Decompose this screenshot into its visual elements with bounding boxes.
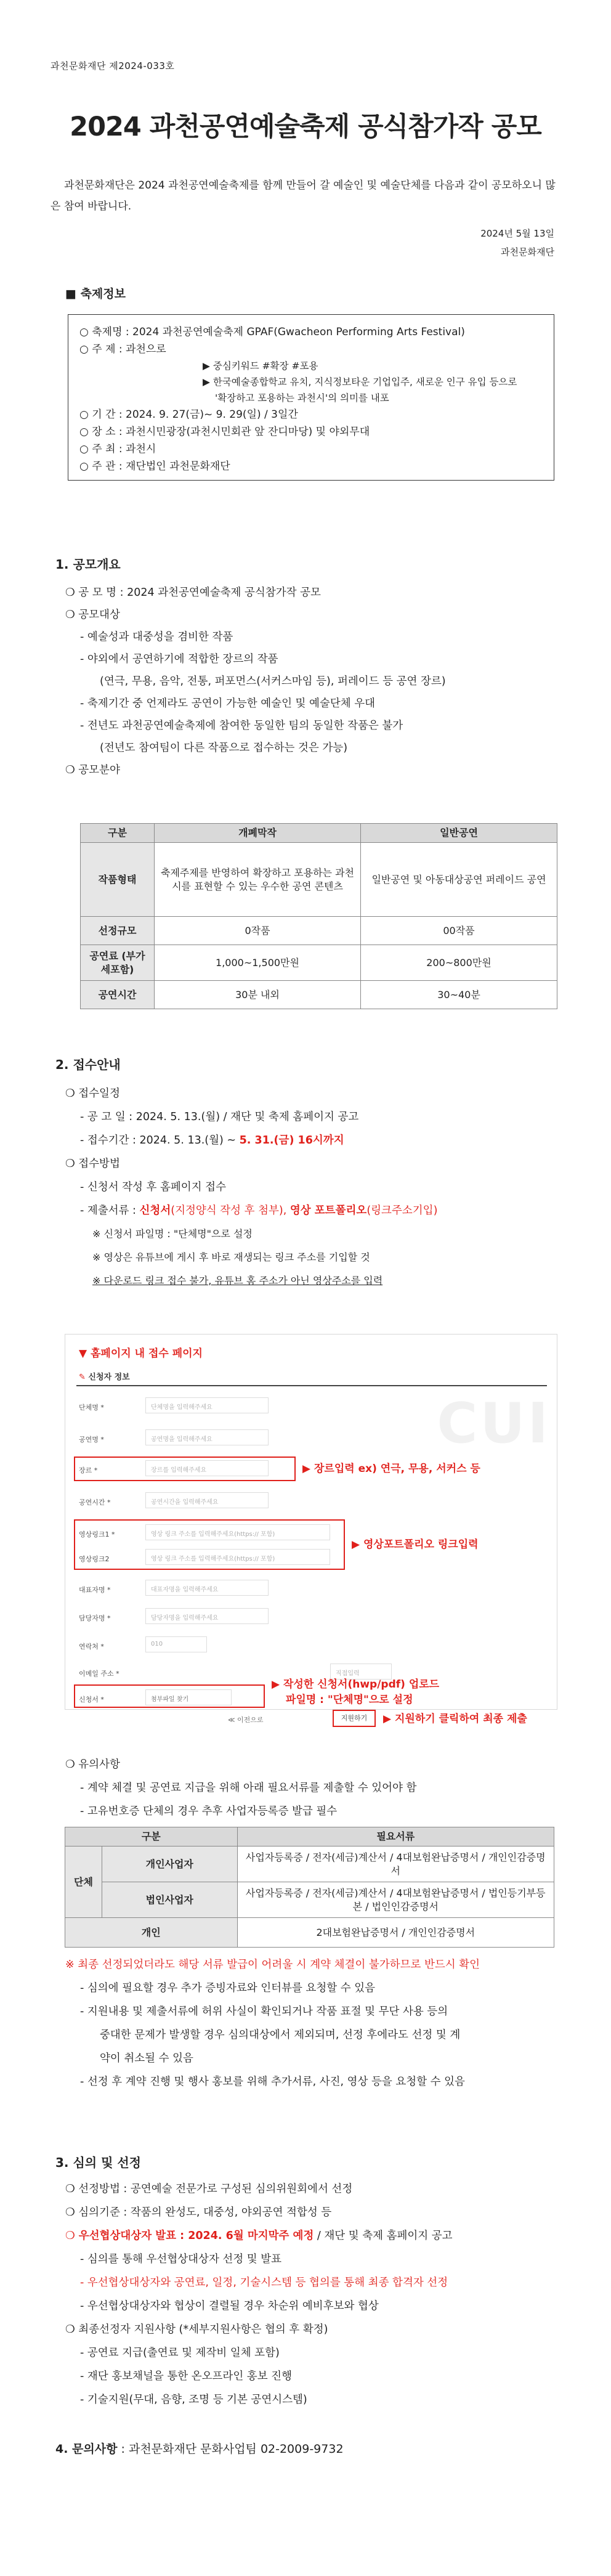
- section-1-heading: 1. 공모개요: [55, 557, 121, 572]
- field-label: 단체명 *: [79, 1404, 104, 1412]
- table-cell: 공연시간: [81, 981, 155, 1009]
- team-name-input[interactable]: 단체명을 입력해주세요: [145, 1397, 269, 1413]
- festival-host: ○ 주 최 : 과천시: [79, 443, 156, 455]
- contest-target-heading: ❍ 공모대상: [65, 609, 120, 621]
- festival-name: ○ 축제명 : 2024 과천공연예술축제 GPAF(Gwacheon Performing Arts Festival): [79, 326, 465, 338]
- section-3-body: [65, 2177, 570, 2411]
- show-title-input[interactable]: 공연명을 입력해주세요: [145, 1429, 269, 1445]
- representative-input[interactable]: 대표자명을 입력해주세요: [145, 1580, 269, 1596]
- target-item-detail: (전년도 참여팀이 다른 작품으로 접수하는 것은 가능): [100, 742, 348, 754]
- table-header: 일반공연: [361, 824, 557, 843]
- table-row: [65, 1847, 554, 1882]
- annotation-genre: ▶ 장르입력 ex) 연극, 무용, 서커스 등: [302, 1463, 480, 1475]
- table-cell: 사업자등록증 / 전자(세금)계산서 / 4대보험완납증명서 / 법인등기부등본 / 법인인감증명서: [237, 1882, 554, 1918]
- caution-heading: ❍ 유의사항: [65, 1758, 120, 1771]
- field-label: 영상링크2: [79, 1555, 110, 1563]
- table-header: 구분: [65, 1827, 238, 1847]
- annotation-submit: ▶ 지원하기 클릭하여 최종 제출: [383, 1713, 527, 1725]
- table-cell: 작품형태: [81, 843, 155, 917]
- docs-form-note: (지정양식 작성 후 첨부),: [171, 1205, 290, 1217]
- target-item: - 예술성과 대중성을 겸비한 작품: [80, 631, 233, 643]
- table-cell: 단체: [65, 1847, 102, 1918]
- support-heading: ❍ 최종선정자 지원사항 (*세부지원사항은 협의 후 확정): [65, 2323, 328, 2336]
- festival-info-heading: ■ 축제정보: [65, 287, 126, 301]
- intro-paragraph: 과천문화재단은 2024 과천공연예술축제를 함께 만들어 갈 예술인 및 예술단체를 다음과 같이 공모하오니 많은 참여 바랍니다.: [51, 179, 556, 213]
- submit-button[interactable]: 지원하기: [333, 1710, 376, 1727]
- selection-step: - 심의를 통해 우선협상대상자 선정 및 발표: [80, 2253, 282, 2265]
- table-cell: 개인사업자: [102, 1847, 238, 1882]
- application-form-screenshot: [65, 1334, 557, 1710]
- field-label: 담당자명 *: [79, 1614, 111, 1622]
- docs-video: 영상 포트폴리오: [289, 1205, 367, 1217]
- table-row: [81, 917, 557, 945]
- contest-field-heading: ❍ 공모분야: [65, 764, 120, 776]
- form-section-label: 신청자 정보: [88, 1373, 130, 1382]
- selection-method: ❍ 선정방법 : 공연예술 전문가로 구성된 심의위원회에서 선정: [65, 2183, 353, 2195]
- section-3-heading: 3. 심의 및 선정: [55, 2155, 142, 2170]
- contest-name: ❍ 공 모 명 : 2024 과천공연예술축제 공식참가작 공모: [65, 587, 321, 599]
- pencil-icon: ✎: [79, 1373, 89, 1382]
- contact-line: [55, 2440, 344, 2456]
- section-2-heading: 2. 접수안내: [55, 1057, 121, 1072]
- field-table: [80, 823, 557, 1009]
- section-2-body: [65, 1082, 570, 1293]
- phone-input[interactable]: 010: [145, 1636, 207, 1652]
- field-label: 장르 *: [79, 1466, 98, 1474]
- documents-table: [65, 1827, 554, 1948]
- schedule-heading: ❍ 접수일정: [65, 1087, 120, 1100]
- table-cell: 법인사업자: [102, 1882, 238, 1918]
- warning-item-cont: 약이 취소될 수 있음: [100, 2052, 193, 2065]
- field-label: 공연시간 *: [79, 1498, 111, 1506]
- table-row: [65, 1918, 554, 1948]
- video-link-1-input[interactable]: 영상 링크 주소를 입력해주세요(https:// 포함): [145, 1524, 330, 1540]
- table-row: [81, 843, 557, 917]
- email-domain-select[interactable]: 직접입력: [330, 1664, 392, 1680]
- table-row: [81, 945, 557, 981]
- form-caption: ▼ 홈페이지 내 접수 페이지: [79, 1347, 203, 1360]
- table-cell: 200~800만원: [361, 945, 557, 981]
- period-deadline: 5. 31.(금) 16시까지: [239, 1134, 344, 1147]
- docs-form: 신청서: [139, 1205, 171, 1217]
- target-item: - 축제기간 중 언제라도 공연이 가능한 예술인 및 예술단체 우대: [80, 697, 376, 710]
- method-item: - 신청서 작성 후 홈페이지 접수: [80, 1181, 226, 1193]
- issuer: 과천문화재단: [501, 246, 554, 258]
- field-label: 연락처 *: [79, 1643, 104, 1651]
- warning-item: - 지원내용 및 제출서류에 허위 사실이 확인되거나 작품 표절 및 무단 사용 등의: [80, 2005, 448, 2018]
- table-header: 개폐막작: [155, 824, 361, 843]
- divider: [76, 1385, 547, 1386]
- period-text: - 접수기간 : 2024. 5. 13.(월) ~: [80, 1134, 240, 1147]
- selection-step: - 우선협상대상자와 협상이 결렬될 경우 차순위 예비후보와 협상: [80, 2300, 379, 2312]
- issue-date-block: [480, 224, 554, 261]
- support-item: - 기술지원(무대, 음향, 조명 등 기본 공연시스템): [80, 2394, 307, 2406]
- selection-step: - 우선협상대상자와 공연료, 일정, 기술시스템 등 협의를 통해 최종 합격자 선정: [80, 2277, 448, 2289]
- required-documents: [65, 1199, 570, 1222]
- table-cell-text: 축제주제를 반영하여 확장하고 포용하는 과천시를 표현할 수 있는 우수한 공연 콘텐츠: [160, 866, 354, 892]
- table-row: [65, 1882, 554, 1918]
- announcement-where: / 재단 및 축제 홈페이지 공고: [314, 2230, 453, 2242]
- selection-criteria: ❍ 심의기준 : 작품의 완성도, 대중성, 야외공연 적합성 등: [65, 2206, 332, 2219]
- table-header-row: [65, 1827, 554, 1847]
- highlight-box: [74, 1457, 296, 1481]
- annotation-video: ▶ 영상포트폴리오 링크입력: [352, 1538, 479, 1551]
- table-header: 필요서류: [237, 1827, 554, 1847]
- table-cell: 2대보험완납증명서 / 개인인감증명서: [237, 1918, 554, 1948]
- docs-label: - 제출서류 :: [80, 1205, 140, 1217]
- contact-info: : 과천문화재단 문화사업팀 02-2009-9732: [117, 2442, 344, 2456]
- festival-organizer: ○ 주 관 : 재단법인 과천문화재단: [79, 460, 230, 473]
- field-label: 영상링크1 *: [79, 1530, 115, 1538]
- form-section-title: [79, 1370, 130, 1382]
- issue-date: 2024년 5월 13일: [480, 228, 554, 239]
- field-label: 공연명 *: [79, 1436, 104, 1444]
- prev-button[interactable]: ≪ 이전으로: [228, 1716, 264, 1724]
- announcement: [65, 2224, 570, 2248]
- section-4-heading: 4. 문의사항: [55, 2442, 118, 2456]
- table-cell: 00작품: [361, 917, 557, 945]
- highlight-box: [74, 1684, 265, 1708]
- page-title: 2024 과천공연예술축제 공식참가작 공모: [70, 112, 541, 142]
- duration-input[interactable]: 공연시간을 입력해주세요: [145, 1492, 269, 1508]
- notice-date: - 공 고 일 : 2024. 5. 13.(월) / 재단 및 축제 홈페이지 공고: [80, 1111, 359, 1123]
- annotation-filename: 파일명 : "단체명"으로 설정: [286, 1694, 413, 1706]
- method-heading: ❍ 접수방법: [65, 1158, 120, 1170]
- watermark: CUI: [437, 1391, 551, 1456]
- festival-keyword-desc-cont: '확장하고 포용하는 과천시'의 의미를 내포: [215, 392, 389, 404]
- docs-video-note: (링크주소기입): [366, 1205, 438, 1217]
- festival-theme: ○ 주 제 : 과천으로: [79, 343, 166, 356]
- field-label: 신청서 *: [79, 1696, 104, 1704]
- table-cell: 30분 내외: [155, 981, 361, 1009]
- festival-venue: ○ 장 소 : 과천시민광장(과천시민회관 앞 잔디마당) 및 야외무대: [79, 426, 370, 438]
- table-cell: 공연료 (부가세포함): [81, 945, 155, 981]
- genre-input[interactable]: 장르를 입력해주세요: [145, 1460, 269, 1476]
- warning-item: - 심의에 필요할 경우 추가 증빙자료와 인터뷰를 요청할 수 있음: [80, 1982, 376, 1994]
- note-item: ※ 영상은 유튜브에 게시 후 바로 재생되는 링크 주소를 기입할 것: [92, 1251, 370, 1263]
- target-item: - 야외에서 공연하기에 적합한 장르의 작품: [80, 653, 278, 665]
- caution-section: [65, 1753, 570, 1823]
- highlight-box: [74, 1519, 345, 1570]
- table-cell: 개인: [65, 1918, 238, 1948]
- target-item-detail: (연극, 무용, 음악, 전통, 퍼포먼스(서커스마임 등), 퍼레이드 등 공연 장르): [100, 675, 446, 688]
- table-cell: 사업자등록증 / 전자(세금)계산서 / 4대보험완납증명서 / 개인인감증명서: [237, 1847, 554, 1882]
- table-cell: 일반공연 및 아동대상공연 퍼레이드 공연: [361, 843, 557, 917]
- section-1-body: [65, 582, 570, 781]
- video-link-2-input[interactable]: 영상 링크 주소를 입력해주세요(https:// 포함): [145, 1549, 330, 1565]
- table-cell: 1,000~1,500만원: [155, 945, 361, 981]
- table-cell: 30~40분: [361, 981, 557, 1009]
- table-header-row: [81, 824, 557, 843]
- target-item: - 전년도 과천공연예술축제에 참여한 동일한 팀의 동일한 작품은 불가: [80, 720, 403, 732]
- field-label: 이메일 주소 *: [79, 1670, 119, 1678]
- festival-info-box: [68, 314, 554, 481]
- caution-item: - 고유번호증 단체의 경우 추후 사업자등록증 발급 필수: [80, 1805, 338, 1818]
- support-item: - 공연료 지급(출연료 및 제작비 일체 포함): [80, 2347, 280, 2359]
- festival-keyword: ▶ 중심키워드 #확장 #포용: [203, 360, 318, 372]
- note-item: ※ 신청서 파일명 : "단체명"으로 설정: [92, 1228, 253, 1240]
- festival-keyword-desc: ▶ 한국예술종합학교 유치, 지식정보타운 기업입주, 새로운 인구 유입 등으로: [203, 376, 517, 388]
- warnings-section: [65, 1953, 570, 2094]
- table-cell: 0작품: [155, 917, 361, 945]
- annotation-upload: ▶ 작성한 신청서(hwp/pdf) 업로드: [272, 1678, 440, 1691]
- table-header: 구분: [81, 824, 155, 843]
- application-period: [65, 1129, 570, 1152]
- table-cell: 선정규모: [81, 917, 155, 945]
- manager-input[interactable]: 담당자명을 입력해주세요: [145, 1608, 269, 1624]
- announcement-date: ❍ 우선협상대상자 발표 : 2024. 6월 마지막주 예정: [65, 2230, 314, 2242]
- file-attach-button[interactable]: 첨부파일 찾기: [145, 1689, 232, 1705]
- support-item: - 재단 홍보채널을 통한 온오프라인 홍보 진행: [80, 2370, 292, 2383]
- field-label: 대표자명 *: [79, 1586, 111, 1594]
- table-row: [81, 981, 557, 1009]
- warning-item: - 선정 후 계약 진행 및 행사 홍보를 위해 추가서류, 사진, 영상 등을 요청할 수 있음: [80, 2076, 465, 2088]
- note-item: ※ 다운로드 링크 접수 불가, 유튜브 홈 주소가 아닌 영상주소를 입력: [92, 1275, 383, 1286]
- table-cell: [155, 843, 361, 917]
- caution-item: - 계약 체결 및 공연료 지급을 위해 아래 필요서류를 제출할 수 있어야 함: [80, 1782, 417, 1794]
- document-number: 과천문화재단 제2024-033호: [51, 60, 175, 71]
- festival-period: ○ 기 간 : 2024. 9. 27(금)~ 9. 29(일) / 3일간: [79, 408, 298, 421]
- warning-item: ※ 최종 선정되었더라도 해당 서류 발급이 어려울 시 계약 체결이 불가하므로 반드시 확인: [65, 1959, 480, 1971]
- warning-item-cont: 중대한 문제가 발생할 경우 심의대상에서 제외되며, 선정 후에라도 선정 및 계: [100, 2029, 461, 2041]
